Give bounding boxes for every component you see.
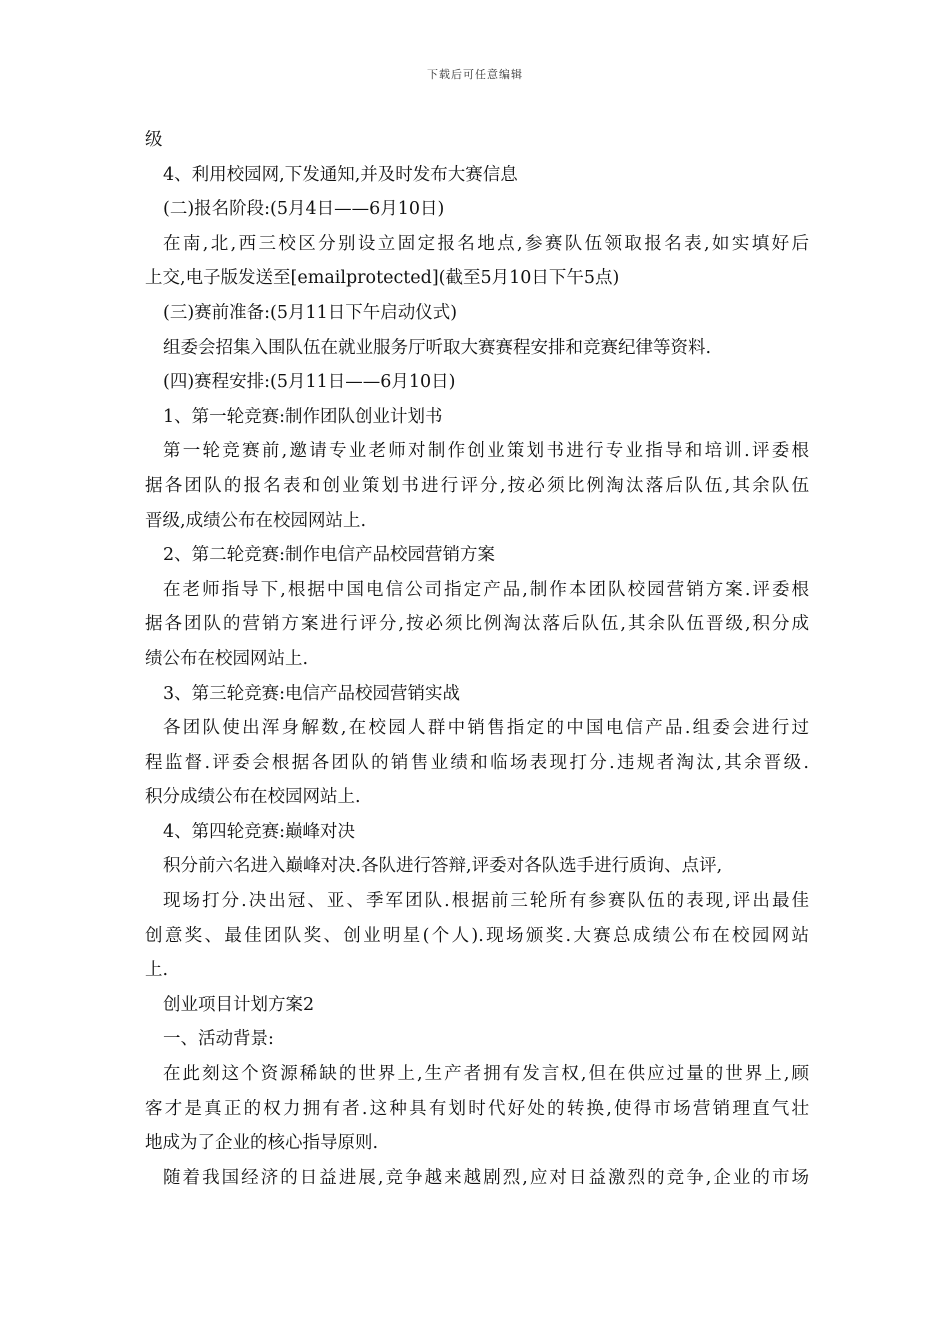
- text-line: 在此刻这个资源稀缺的世界上,生产者拥有发言权,但在供应过量的世界上,顾: [163, 1064, 809, 1085]
- text-line: 晋级,成绩公布在校园网站上.: [145, 510, 367, 531]
- text-line: 2、第二轮竞赛:制作电信产品校园营销方案: [163, 545, 496, 566]
- text-line: 积分成绩公布在校园网站上.: [145, 787, 361, 808]
- text-line: 组委会招集入围队伍在就业服务厅听取大赛赛程安排和竞赛纪律等资料.: [163, 337, 712, 358]
- text-line: 客才是真正的权力拥有者.这种具有划时代好处的转换,使得市场营销理直气壮: [145, 1098, 809, 1119]
- text-line: 创业项目计划方案2: [163, 994, 315, 1015]
- text-line: 4、利用校园网,下发通知,并及时发布大赛信息: [163, 164, 518, 185]
- text-line: 现场打分.决出冠、亚、季军团队.根据前三轮所有参赛队伍的表现,评出最佳: [163, 891, 809, 912]
- text-line: 3、第三轮竞赛:电信产品校园营销实战: [163, 683, 461, 704]
- text-line: 创意奖、最佳团队奖、创业明星(个人).现场颁奖.大赛总成绩公布在校园网站: [145, 925, 809, 946]
- text-line: 程监督.评委会根据各团队的销售业绩和临场表现打分.违规者淘汰,其余晋级.: [145, 752, 809, 773]
- text-line: 一、活动背景:: [163, 1029, 274, 1050]
- text-line: 第一轮竞赛前,邀请专业老师对制作创业策划书进行专业指导和培训.评委根: [163, 441, 809, 462]
- text-line: 上交,电子版发送至[emailprotected](截至5月10日下午5点): [145, 268, 620, 289]
- text-line: 随着我国经济的日益进展,竞争越来越剧烈,应对日益激烈的竞争,企业的市场: [163, 1167, 809, 1188]
- text-line: 地成为了企业的核心指导原则.: [145, 1133, 379, 1154]
- text-line: 积分前六名进入巅峰对决.各队进行答辩,评委对各队选手进行质询、点评,: [163, 856, 723, 877]
- text-line: 级: [145, 130, 163, 150]
- text-line: 在老师指导下,根据中国电信公司指定产品,制作本团队校园营销方案.评委根: [163, 579, 809, 600]
- text-line: 4、第四轮竞赛:巅峰对决: [163, 821, 356, 842]
- text-line: 据各团队的报名表和创业策划书进行评分,按必须比例淘汰落后队伍,其余队伍: [145, 475, 809, 496]
- text-line: 在南,北,西三校区分别设立固定报名地点,参赛队伍领取报名表,如实填好后: [163, 233, 809, 254]
- text-line: 1、第一轮竞赛:制作团队创业计划书: [163, 406, 443, 427]
- text-line: (二)报名阶段:(5月4日——6月10日): [163, 199, 445, 220]
- text-line: 绩公布在校园网站上.: [145, 648, 309, 669]
- text-line: 各团队使出浑身解数,在校园人群中销售指定的中国电信产品.组委会进行过: [163, 718, 809, 739]
- text-line: 据各团队的营销方案进行评分,按必须比例淘汰落后队伍,其余队伍晋级,积分成: [145, 614, 809, 635]
- page-header-note: 下载后可任意编辑: [427, 68, 523, 81]
- document-body: [145, 123, 809, 1195]
- text-line: (四)赛程安排:(5月11日——6月10日): [163, 372, 456, 393]
- text-line: (三)赛前准备:(5月11日下午启动仪式): [163, 302, 458, 323]
- text-line: 上.: [145, 960, 169, 981]
